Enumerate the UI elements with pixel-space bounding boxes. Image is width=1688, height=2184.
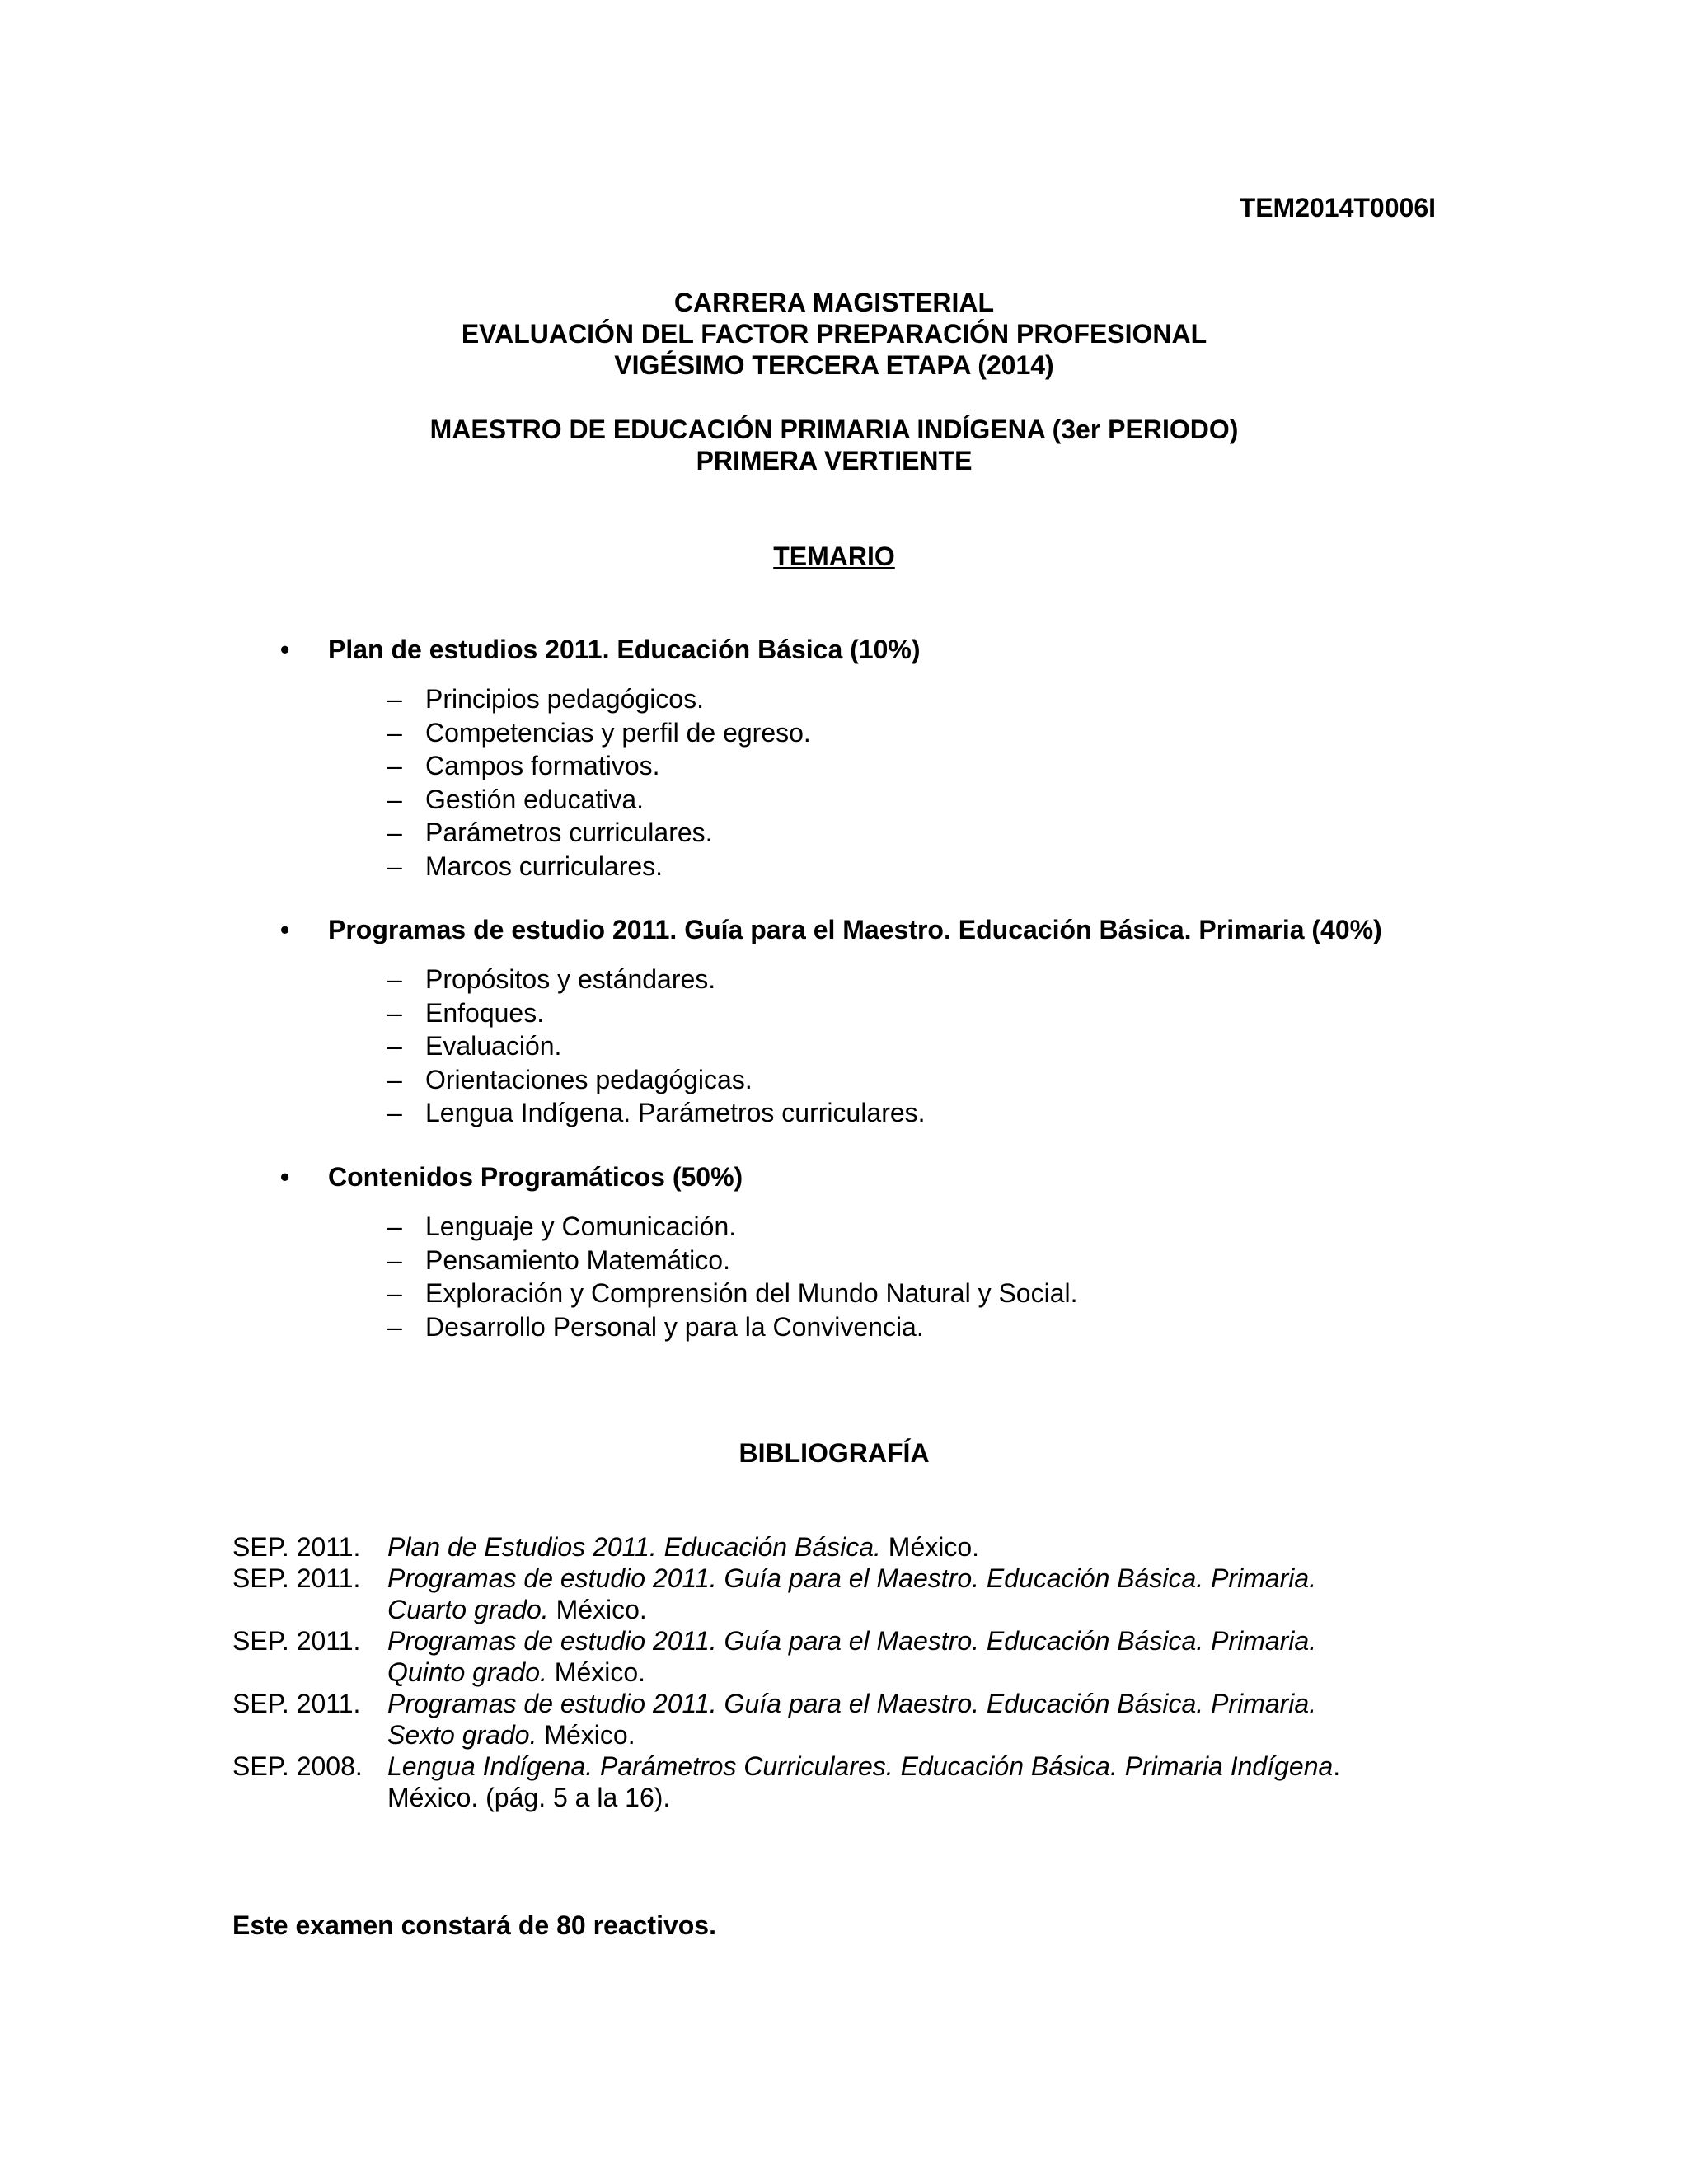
list-item — [280, 783, 1434, 817]
dash-icon: – — [387, 1212, 402, 1241]
bibliography-line — [387, 1782, 1469, 1813]
list-item — [280, 1029, 1434, 1063]
bibliography-year: SEP. 2008. — [232, 1751, 363, 1781]
list-item — [280, 1310, 1434, 1344]
list-item-text: Desarrollo Personal y para la Convivencia. — [425, 1311, 924, 1342]
title-line-3: VIGÉSIMO TERCERA ETAPA (2014) — [614, 350, 1054, 380]
temario-heading: TEMARIO — [773, 541, 895, 571]
list-item-text: Competencias y perfil de egreso. — [425, 717, 811, 748]
list-item — [280, 816, 1434, 850]
list-item-text: Orientaciones pedagógicas. — [425, 1064, 753, 1094]
list-item-text: Lenguaje y Comunicación. — [425, 1212, 737, 1241]
bibliography-entry — [232, 1563, 1469, 1625]
bibliography-entry — [232, 1531, 1469, 1563]
list-item-text: Exploración y Comprensión del Mundo Natural y Social. — [425, 1278, 1078, 1308]
dash-icon: – — [387, 1031, 402, 1061]
list-item — [280, 850, 1434, 883]
list-item — [280, 682, 1434, 716]
dash-icon: – — [387, 784, 402, 814]
dash-icon: – — [387, 1064, 402, 1094]
list-item-text: Campos formativos. — [425, 751, 660, 780]
bibliography-year: SEP. 2011. — [232, 1532, 361, 1562]
bullet-icon: • — [280, 915, 290, 944]
dash-icon: – — [387, 1278, 402, 1308]
exam-note: Este examen constará de 80 reactivos. — [232, 1910, 716, 1940]
document-subtitle — [0, 414, 1668, 476]
bibliography-entry — [232, 1625, 1469, 1688]
topic-list — [280, 1210, 1434, 1343]
list-item-text: Enfoques. — [425, 997, 545, 1028]
list-item-text: Pensamiento Matemático. — [425, 1244, 730, 1275]
title-line-2: EVALUACIÓN DEL FACTOR PREPARACIÓN PROFESIONAL — [461, 319, 1207, 349]
list-item-text: Evaluación. — [425, 1031, 562, 1061]
bibliography-title: Programas de estudio 2011. Guía para el Maestro. Educación Básica. Primaria. — [387, 1689, 1317, 1718]
list-item-text: Gestión educativa. — [425, 784, 645, 814]
bibliografia-heading: BIBLIOGRAFÍA — [738, 1438, 930, 1468]
bibliography-subtitle: Cuarto grado. — [387, 1595, 549, 1624]
bibliography-subtitle: Quinto grado. — [387, 1657, 547, 1687]
section-title: Programas de estudio 2011. Guía para el Maestro. Educación Básica. Primaria (40%) — [328, 915, 1382, 944]
bibliography-note: México. (pág. 5 a la 16). — [387, 1783, 671, 1812]
section-heading — [280, 633, 1434, 666]
bibliography-title: Programas de estudio 2011. Guía para el Maestro. Educación Básica. Primaria. — [387, 1626, 1317, 1656]
dash-icon: – — [387, 1311, 402, 1342]
document-code: TEM2014T0006I — [1239, 193, 1436, 223]
bibliography-year: SEP. 2011. — [232, 1689, 361, 1718]
dash-icon: – — [387, 997, 402, 1028]
bibliography-year: SEP. 2011. — [232, 1563, 361, 1593]
bibliography-note: México. — [548, 1595, 647, 1624]
topic-list — [280, 963, 1434, 1130]
bibliography-list — [232, 1531, 1469, 1813]
temario-section-2 — [280, 913, 1434, 1130]
bibliography-entry — [232, 1688, 1469, 1750]
list-item — [280, 996, 1434, 1030]
temario-section-1 — [280, 633, 1434, 883]
temario-section-3 — [280, 1160, 1434, 1343]
bibliography-line — [387, 1625, 1469, 1657]
list-item — [280, 1210, 1434, 1244]
document-title — [0, 287, 1668, 381]
bullet-icon: • — [280, 1162, 290, 1192]
subtitle-line-1: MAESTRO DE EDUCACIÓN PRIMARIA INDÍGENA (3er PERIODO) — [429, 415, 1239, 444]
dash-icon: – — [387, 818, 402, 847]
bibliography-year: SEP. 2011. — [232, 1626, 361, 1656]
section-heading — [280, 913, 1434, 946]
subtitle-line-2: PRIMERA VERTIENTE — [696, 446, 973, 476]
bibliography-line — [387, 1750, 1469, 1782]
bibliography-note: México. — [537, 1720, 635, 1750]
bibliography-title: Programas de estudio 2011. Guía para el Maestro. Educación Básica. Primaria. — [387, 1563, 1317, 1593]
list-item — [280, 963, 1434, 996]
bibliography-subtitle: Sexto grado. — [387, 1720, 537, 1750]
bibliography-note: México. — [880, 1532, 980, 1562]
dash-icon: – — [387, 851, 402, 881]
title-line-1: CARRERA MAGISTERIAL — [673, 288, 995, 317]
bibliography-entry — [232, 1750, 1469, 1813]
section-title: Plan de estudios 2011. Educación Básica (10%) — [328, 635, 921, 664]
bibliography-line — [387, 1688, 1469, 1719]
bibliography-line — [387, 1594, 1469, 1625]
dash-icon: – — [387, 1244, 402, 1275]
bullet-icon: • — [280, 635, 290, 664]
dash-icon: – — [387, 964, 402, 994]
dash-icon: – — [387, 717, 402, 748]
list-item-text: Lengua Indígena. Parámetros curriculares. — [425, 1098, 926, 1127]
list-item — [280, 1277, 1434, 1310]
bibliography-note: México. — [546, 1657, 646, 1687]
dash-icon: – — [387, 751, 402, 780]
bibliography-line — [387, 1563, 1469, 1594]
list-item — [280, 1063, 1434, 1097]
list-item-text: Marcos curriculares. — [425, 851, 663, 881]
bibliography-line — [387, 1531, 1469, 1563]
list-item-text: Principios pedagógicos. — [425, 684, 704, 714]
bibliography-note: . — [1333, 1751, 1341, 1781]
topic-list — [280, 682, 1434, 883]
section-heading — [280, 1160, 1434, 1193]
bibliography-line — [387, 1657, 1469, 1688]
bibliography-title: Plan de Estudios 2011. Educación Básica. — [387, 1532, 881, 1562]
list-item-text: Parámetros curriculares. — [425, 818, 713, 847]
list-item — [280, 716, 1434, 750]
list-item-text: Propósitos y estándares. — [425, 964, 716, 994]
dash-icon: – — [387, 1098, 402, 1127]
bibliography-title: Lengua Indígena. Parámetros Curriculares. Educación Básica. Primaria Indígena — [387, 1751, 1334, 1781]
list-item — [280, 1096, 1434, 1130]
list-item — [280, 1244, 1434, 1277]
dash-icon: – — [387, 684, 402, 714]
section-title: Contenidos Programáticos (50%) — [328, 1162, 743, 1192]
list-item — [280, 749, 1434, 783]
bibliography-line — [387, 1719, 1469, 1750]
